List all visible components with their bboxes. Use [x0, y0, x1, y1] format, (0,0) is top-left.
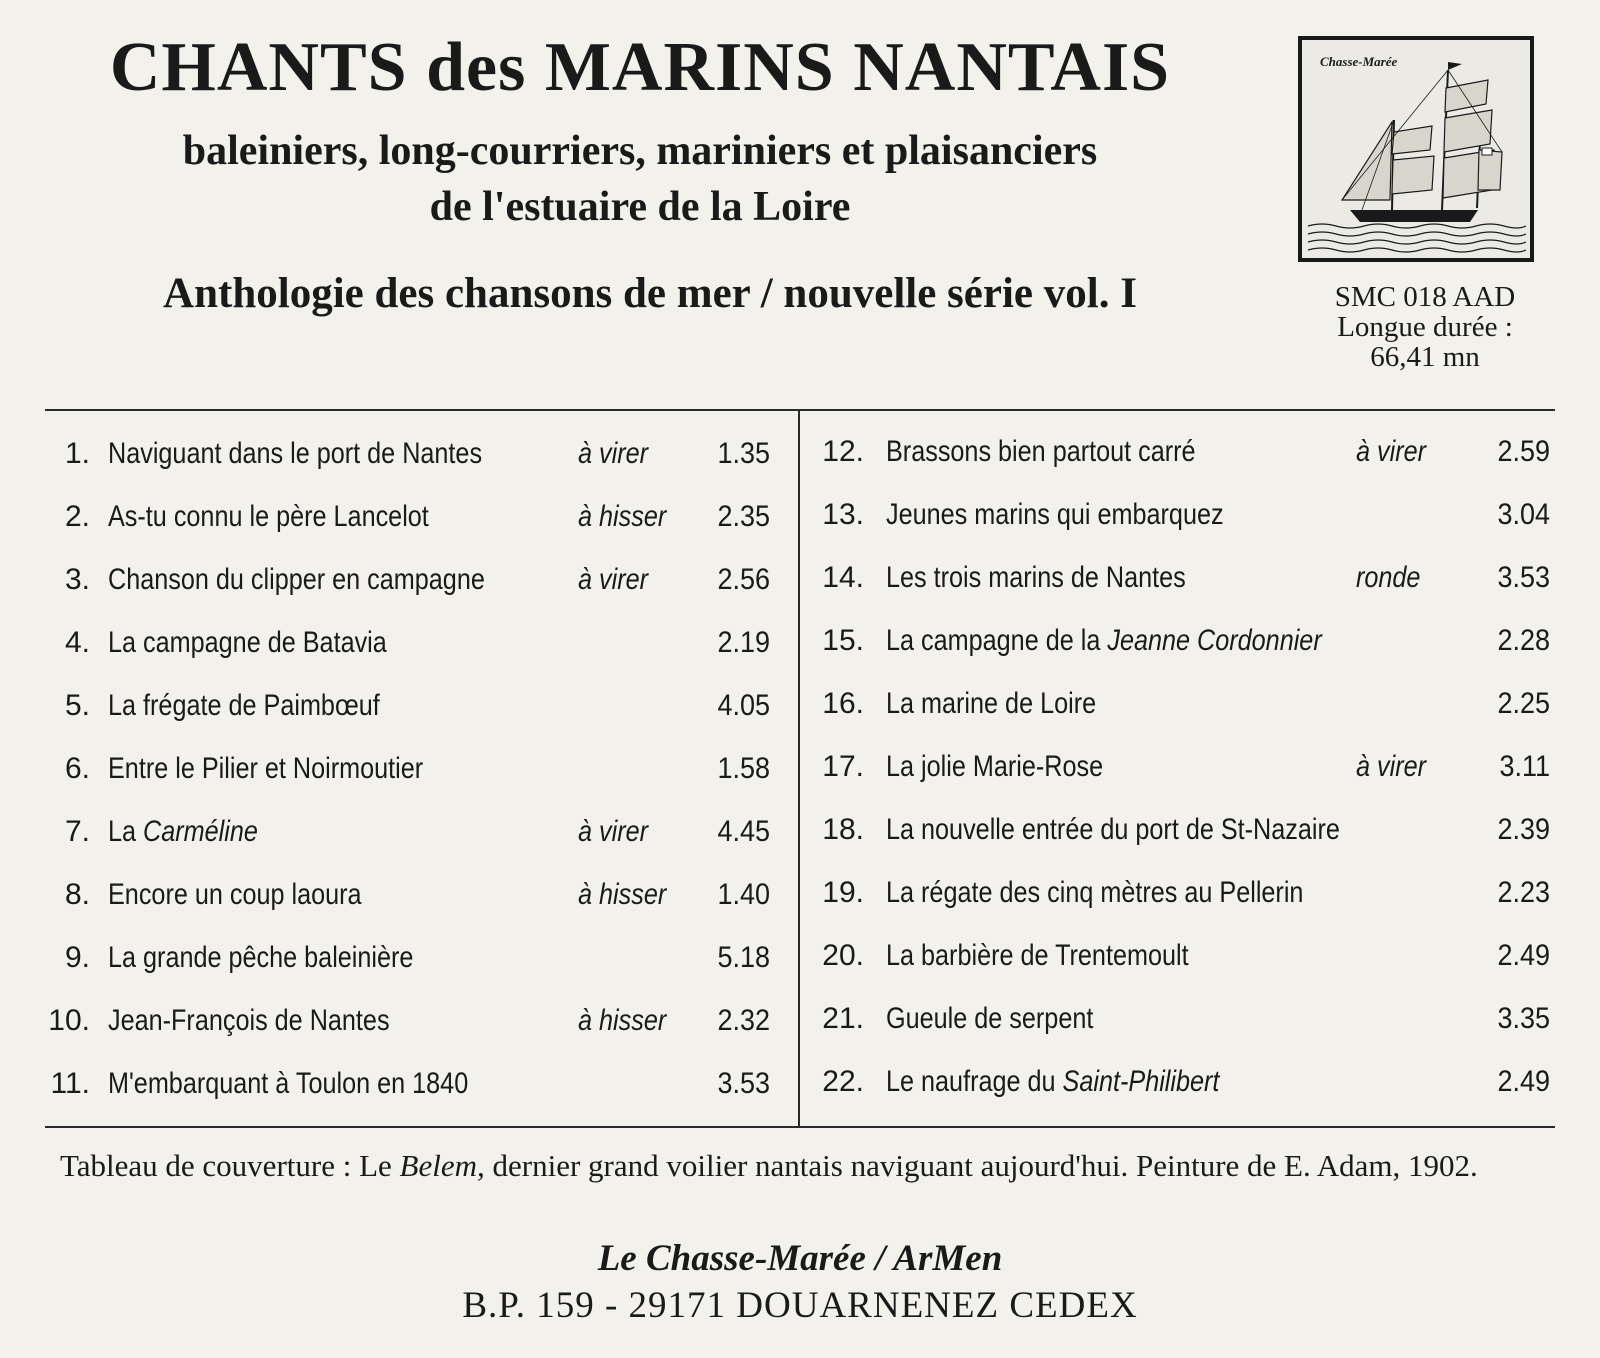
track-number: 16.	[822, 687, 864, 720]
track-number: 8.	[64, 878, 90, 911]
track-title-italic: Saint-Philibert	[1062, 1065, 1220, 1098]
track-title-text: Gueule de serpent	[886, 1002, 1094, 1035]
publisher-name: Le Chasse-Marée / ArMen	[597, 1238, 1003, 1279]
track-duration: 5.18	[717, 941, 770, 974]
track-title-text: As-tu connu le père Lancelot	[108, 500, 429, 533]
track-type: à virer	[1356, 750, 1427, 783]
track-title	[886, 997, 1093, 1041]
track-type: à virer	[578, 437, 649, 470]
track-title	[886, 682, 1096, 726]
track-duration: 1.40	[717, 878, 770, 911]
track-title-text: Le naufrage du	[886, 1065, 1063, 1098]
track-title-text: Entre le Pilier et Noirmoutier	[108, 752, 424, 785]
track-duration: 2.59	[1497, 435, 1550, 468]
track-title-text: M'embarquant à Toulon en 1840	[108, 1067, 469, 1100]
track-title-text: La campagne de Batavia	[108, 626, 387, 659]
track-row	[0, 682, 1600, 726]
track-duration: 2.56	[717, 563, 770, 596]
logo-label: Chasse-Marée	[1320, 54, 1398, 69]
track-title-text: La frégate de Paimbœuf	[108, 689, 380, 722]
track-title-text: Encore un coup laoura	[108, 878, 362, 911]
track-number: 13.	[822, 498, 864, 531]
credit-ship-name: Belem,	[399, 1148, 485, 1183]
track-title-text: Brassons bien partout carré	[886, 435, 1196, 468]
track-number: 7.	[64, 815, 90, 848]
track-number: 10.	[48, 1004, 90, 1037]
duration-value: 66,41 mn	[1370, 341, 1480, 373]
track-type: à hisser	[578, 878, 667, 911]
track-number: 9.	[64, 941, 90, 974]
track-number: 3.	[64, 563, 90, 596]
credit-prefix: Tableau de couverture : Le	[60, 1148, 400, 1183]
album-title: CHANTS des MARINS NANTAIS	[109, 29, 1171, 106]
track-number: 14.	[822, 561, 864, 594]
album-subtitle-line2: de l'estuaire de la Loire	[429, 184, 851, 230]
track-title-text: Jean-François de Nantes	[108, 1004, 390, 1037]
track-number: 5.	[64, 689, 90, 722]
track-duration: 3.53	[717, 1067, 770, 1100]
divider-bottom	[45, 1126, 1555, 1128]
track-row	[0, 1060, 1600, 1104]
track-title-text: La marine de Loire	[886, 687, 1097, 720]
track-duration: 1.58	[717, 752, 770, 785]
divider-top	[45, 409, 1555, 411]
track-number: 12.	[822, 435, 864, 468]
track-row	[0, 493, 1600, 537]
track-duration: 3.11	[1499, 750, 1550, 783]
album-subtitle-line1: baleiniers, long-courriers, mariniers et plaisanciers	[182, 128, 1098, 174]
credit-suffix: dernier grand voilier nantais naviguant aujourd'hui. Peinture de E. Adam, 1902.	[484, 1148, 1478, 1183]
track-title-text: Naviguant dans le port de Nantes	[108, 437, 483, 470]
track-number: 22.	[822, 1065, 864, 1098]
track-duration: 1.35	[717, 437, 770, 470]
track-number: 15.	[822, 624, 864, 657]
track-title-text: La	[108, 815, 144, 848]
track-number: 19.	[822, 876, 864, 909]
track-duration: 2.19	[717, 626, 770, 659]
track-number: 18.	[822, 813, 864, 846]
track-duration: 3.04	[1497, 498, 1550, 531]
track-title	[886, 493, 1224, 537]
track-duration: 2.32	[717, 1004, 770, 1037]
track-type: à virer	[1356, 435, 1427, 468]
track-number: 21.	[822, 1002, 864, 1035]
track-row	[0, 808, 1600, 852]
track-duration: 4.45	[717, 815, 770, 848]
track-title-text: Jeunes marins qui embarquez	[886, 498, 1224, 531]
track-number: 17.	[822, 750, 864, 783]
track-duration: 2.39	[1497, 813, 1550, 846]
track-title	[886, 619, 1322, 663]
track-number: 2.	[64, 500, 90, 533]
track-title-italic: Jeanne Cordonnier	[1107, 624, 1322, 657]
track-type: à hisser	[578, 500, 667, 533]
track-duration: 2.35	[717, 500, 770, 533]
track-title-text: La jolie Marie-Rose	[886, 750, 1104, 783]
track-row	[0, 745, 1600, 789]
track-title	[886, 871, 1303, 915]
sailing-ship-icon	[1302, 40, 1530, 258]
catalog-number: SMC 018 AAD	[1334, 281, 1516, 313]
track-title-text: La nouvelle entrée du port de St-Nazaire	[886, 813, 1340, 846]
cover-credit	[60, 1146, 1580, 1186]
track-row	[0, 997, 1600, 1041]
track-title	[886, 745, 1103, 789]
publisher-address: B.P. 159 - 29171 DOUARNENEZ CEDEX	[462, 1285, 1138, 1326]
track-row	[0, 934, 1600, 978]
track-title-text: Les trois marins de Nantes	[886, 561, 1186, 594]
track-duration: 3.53	[1497, 561, 1550, 594]
track-title-text: La campagne de la	[886, 624, 1108, 657]
track-title-italic: Carméline	[143, 815, 258, 848]
track-number: 4.	[64, 626, 90, 659]
track-number: 11.	[50, 1067, 90, 1100]
track-title	[886, 1060, 1219, 1104]
duration-label: Longue durée :	[1337, 311, 1513, 343]
track-duration: 2.25	[1497, 687, 1550, 720]
track-row	[0, 430, 1600, 474]
track-type: à hisser	[578, 1004, 667, 1037]
track-duration: 2.28	[1497, 624, 1550, 657]
track-duration: 2.49	[1497, 939, 1550, 972]
track-type: à virer	[578, 563, 649, 596]
track-title	[886, 430, 1196, 474]
track-title-text: La barbière de Trentemoult	[886, 939, 1189, 972]
track-title	[886, 808, 1340, 852]
track-row	[0, 556, 1600, 600]
track-number: 1.	[64, 437, 90, 470]
track-duration: 2.23	[1497, 876, 1550, 909]
track-duration: 4.05	[717, 689, 770, 722]
track-duration: 2.49	[1497, 1065, 1550, 1098]
track-row	[0, 619, 1600, 663]
track-title-text: La régate des cinq mètres au Pellerin	[886, 876, 1304, 909]
track-title	[886, 934, 1189, 978]
track-type: ronde	[1356, 561, 1421, 594]
track-title-text: Chanson du clipper en campagne	[108, 563, 485, 596]
anthology-series: Anthologie des chansons de mer / nouvelle série vol. I	[163, 270, 1137, 317]
chasse-maree-logo	[1298, 36, 1534, 262]
track-duration: 3.35	[1497, 1002, 1550, 1035]
track-number: 20.	[822, 939, 864, 972]
track-number: 6.	[64, 752, 90, 785]
track-title	[886, 556, 1186, 600]
track-title-text: La grande pêche baleinière	[108, 941, 414, 974]
track-row	[0, 871, 1600, 915]
track-type: à virer	[578, 815, 649, 848]
